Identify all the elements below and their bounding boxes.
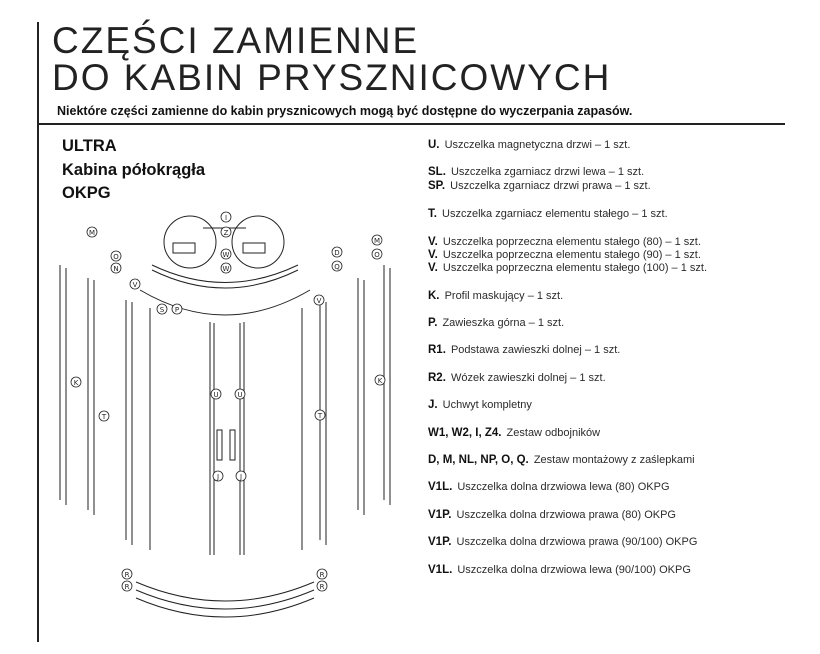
part-code: SL. — [428, 166, 446, 178]
part-item — [428, 427, 600, 439]
part-item — [428, 454, 695, 466]
part-desc: Uszczelka dolna drzwiowa lewa (90/100) OKPG — [457, 564, 691, 576]
left-fixed-panel — [60, 265, 132, 545]
part-code: V1L. — [428, 481, 453, 493]
part-code: U. — [428, 139, 440, 151]
label-q-right: Q — [334, 263, 340, 271]
horizontal-rule — [37, 123, 785, 125]
part-code: SP. — [428, 180, 446, 192]
label-v-left: V — [132, 281, 138, 289]
handle-right — [230, 430, 235, 460]
part-item — [428, 536, 697, 548]
label-t-left: T — [101, 413, 107, 421]
label-r-bottom-left: R — [124, 571, 130, 579]
part-item — [428, 372, 606, 384]
part-desc: Uszczelka poprzeczna elementu stałego (90) – 1 szt. — [442, 249, 701, 261]
part-item — [428, 166, 644, 178]
right-door — [230, 308, 302, 555]
part-code: V. — [428, 249, 438, 261]
part-desc: Uszczelka poprzeczna elementu stałego (100) – 1 szt. — [442, 262, 708, 274]
part-desc: Uszczelka zgarniacz elementu stałego – 1 szt. — [442, 208, 668, 220]
part-code: V1P. — [428, 509, 452, 521]
label-p-left: P — [174, 306, 180, 314]
part-item — [428, 290, 563, 302]
bumper-part-left — [173, 243, 195, 253]
part-desc: Podstawa zawieszki dolnej – 1 szt. — [450, 344, 621, 356]
bumper-part-right — [243, 243, 265, 253]
part-desc: Wózek zawieszki dolnej – 1 szt. — [450, 372, 606, 384]
part-code: V. — [428, 262, 438, 274]
right-fixed-panel — [320, 265, 390, 545]
label-j-left: J — [216, 473, 220, 481]
part-item — [428, 249, 701, 261]
part-item — [428, 481, 670, 493]
label-z-top: Z — [223, 229, 229, 237]
part-code: T. — [428, 208, 437, 220]
part-desc: Uszczelka zgarniacz drzwi prawa – 1 szt. — [450, 180, 651, 192]
part-desc: Zestaw odbojników — [506, 427, 601, 439]
part-item — [428, 208, 668, 220]
part-desc: Zestaw montażowy z zaślepkami — [533, 454, 695, 466]
part-item — [428, 236, 701, 248]
label-n-left: N — [113, 265, 119, 273]
label-k-left: K — [73, 379, 79, 387]
part-code: R2. — [428, 372, 446, 384]
handle-left — [217, 430, 222, 460]
label-w-top: W — [222, 251, 230, 259]
part-desc: Uszczelka magnetyczna drzwi – 1 szt. — [444, 139, 631, 151]
page-title — [52, 22, 611, 96]
part-desc: Uszczelka poprzeczna elementu stałego (80) – 1 szt. — [442, 236, 701, 248]
product-line-2: Kabina półokrągła — [62, 160, 206, 179]
vertical-rule — [37, 22, 39, 642]
part-code: V1P. — [428, 536, 452, 548]
label-k-right: K — [377, 377, 383, 385]
label-u-right: U — [237, 391, 243, 399]
bottom-track — [136, 582, 314, 617]
part-code: R1. — [428, 344, 446, 356]
title-line-1: CZĘŚCI ZAMIENNE — [52, 20, 420, 61]
label-r-bottom-left-2: R — [124, 583, 130, 591]
label-u-left: U — [213, 391, 219, 399]
product-name — [62, 135, 205, 206]
label-m-right: M — [373, 237, 381, 245]
label-v-right: V — [316, 297, 322, 305]
part-code: P. — [428, 317, 438, 329]
part-desc: Uszczelka dolna drzwiowa prawa (90/100) OKPG — [456, 536, 698, 548]
label-r-bottom-right: R — [319, 571, 325, 579]
part-desc: Profil maskujący – 1 szt. — [444, 290, 564, 302]
part-item — [428, 399, 532, 411]
part-code: V. — [428, 236, 438, 248]
part-desc: Uchwyt kompletny — [442, 399, 532, 411]
part-item — [428, 180, 651, 192]
part-item — [428, 317, 564, 329]
label-t-right: T — [317, 412, 323, 420]
shower-cabin-diagram — [40, 210, 410, 645]
part-code: W1, W2, I, Z4. — [428, 427, 502, 439]
part-code: J. — [428, 399, 438, 411]
part-item — [428, 139, 630, 151]
label-d-right: D — [334, 249, 340, 257]
title-line-2: DO KABIN PRYSZNICOWYCH — [52, 57, 612, 98]
part-desc: Uszczelka dolna drzwiowa prawa (80) OKPG — [456, 509, 676, 521]
part-item — [428, 344, 620, 356]
subtitle: Niektóre części zamienne do kabin prysznicowych mogą być dostępne do wyczerpania zapasów. — [57, 104, 633, 118]
product-line-1: ULTRA — [62, 137, 117, 155]
label-j-right: J — [239, 473, 243, 481]
part-code: D, M, NL, NP, O, Q. — [428, 454, 529, 466]
label-o-left: O — [113, 253, 119, 261]
label-o-right: O — [374, 251, 380, 259]
detail-circle-right — [232, 216, 284, 268]
label-w-top-2: W — [222, 265, 230, 273]
detail-circle-left — [164, 216, 216, 268]
label-s-left: S — [159, 306, 165, 314]
part-item — [428, 262, 707, 274]
part-desc: Uszczelka zgarniacz drzwi lewa – 1 szt. — [450, 166, 645, 178]
part-code: K. — [428, 290, 440, 302]
part-desc: Zawieszka górna – 1 szt. — [442, 317, 565, 329]
part-desc: Uszczelka dolna drzwiowa lewa (80) OKPG — [457, 481, 670, 493]
part-item — [428, 509, 676, 521]
part-code: V1L. — [428, 564, 453, 576]
bumper-detail-group — [164, 216, 284, 268]
product-line-3: OKPG — [62, 184, 111, 202]
label-m-left: M — [88, 229, 96, 237]
label-r-bottom-right-2: R — [319, 583, 325, 591]
label-i-top: I — [224, 214, 228, 222]
part-item — [428, 564, 691, 576]
left-door — [150, 308, 222, 555]
